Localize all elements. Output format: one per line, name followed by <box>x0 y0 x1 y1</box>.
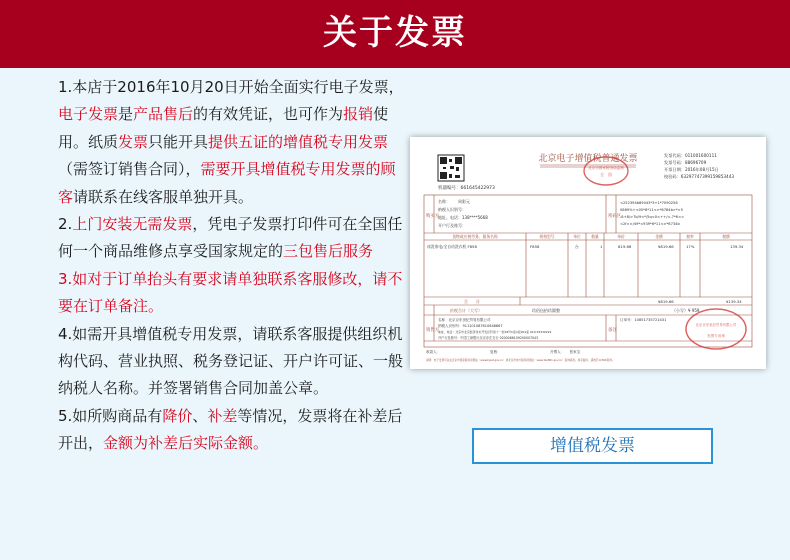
sum-tax: ¥139.34 <box>726 299 742 304</box>
col-header-item: 货物或应税劳务、服务名称 <box>452 234 498 239</box>
cipher-line: 0869%+<05*6*11<>*6784b>*>5 <box>620 208 683 212</box>
invoice-machine-no: 机器编号：661645422973 <box>438 186 495 191</box>
invoice-title: 北京电子增值税普通发票 <box>538 154 638 164</box>
total-small: （小写）¥ 959 <box>672 308 700 313</box>
vat-invoice-button-label: 增值税发票 <box>550 436 635 456</box>
item-amount: ¥819.66 <box>658 244 674 249</box>
seal-sub: 发票专用章 <box>707 334 725 338</box>
item-qty: 1 <box>600 244 603 249</box>
col-header-tax: 税额 <box>722 234 730 239</box>
col-header-price: 单价 <box>617 234 625 239</box>
item-unit: 台 <box>575 244 579 249</box>
cipher-line: -6+8/>7b/9<*/5q<0<++/<-7*6<< <box>620 215 684 219</box>
invoice-sample-image <box>410 137 766 369</box>
note-item-3 <box>58 266 410 321</box>
note-item-2 <box>58 211 410 266</box>
note-text: 1.本店于2016年10月20日开始全面实行电子发票， <box>58 78 404 96</box>
payee-label: 收款人： <box>426 350 441 354</box>
note-order-code: 订单号：10851735721431 <box>620 318 667 322</box>
col-header-unit: 单位 <box>573 234 581 239</box>
issuer-name: 张家宝 <box>566 350 581 354</box>
note-highlight: 补差 <box>207 406 238 425</box>
sum-amount: ¥819.66 <box>658 299 674 304</box>
note-highlight: 报销 <box>343 105 374 124</box>
note-text: 是 <box>118 105 134 124</box>
buyer-name: 名称： 周彩元 <box>438 199 470 204</box>
seller-bank: 开户行及账号：中国工商银行北京亦庄支行 0200066109200007043 <box>438 336 539 340</box>
section-header <box>0 0 790 68</box>
note-text: 使用。纸质 <box>58 105 389 151</box>
col-header-spec: 规格型号 <box>539 234 555 239</box>
note-highlight: 产品售后 <box>133 105 194 124</box>
note-highlight: 电子发票 <box>58 105 119 124</box>
section-title: 关于发票 <box>323 13 467 53</box>
note-highlight: 提供五证的增值税专用发票 <box>208 132 389 151</box>
note-item-4 <box>58 321 410 403</box>
seller-tax: 纳税人识别号：911101087610648667 <box>438 324 503 328</box>
invoice-notes <box>58 74 410 458</box>
buyer-bank: 开户行及账号： <box>438 223 466 228</box>
item-name: 冰洗家电/全自动洗衣机 F858 <box>427 244 477 249</box>
invoice-date: 开票日期：2016年08月15日 <box>664 167 719 172</box>
col-header-amount: 金额 <box>655 234 663 239</box>
qr-code-icon <box>438 155 464 181</box>
note-label: 备注 <box>608 328 617 333</box>
seller-address: 地址、电话：北京市北京经济技术开发区科创十一街18号C座2层201室 010-53330229 <box>438 330 552 334</box>
cipher-line: <252394b89043*3+1*7090256 <box>620 201 678 205</box>
note-highlight: 需要开具增值税专用发票的顾客 <box>58 160 396 206</box>
item-price: 819.66 <box>618 244 632 249</box>
sum-label: 合 计 <box>464 299 480 304</box>
seller-label: 销售方 <box>426 328 440 333</box>
seller-name: 名称：北京京东世纪贸易有限公司 <box>438 318 491 322</box>
note-text: 3.如对于订单抬头有要求请单独联系客服修改，请不要在订单备注。 <box>58 269 403 316</box>
cipher-label: 密码区 <box>608 214 622 219</box>
note-text: 5.如所购商品有 <box>58 406 163 425</box>
note-highlight: 金额为补差后实际金额。 <box>103 434 269 453</box>
col-header-rate: 税率 <box>686 234 694 239</box>
note-highlight: 上门安装无需发票 <box>72 215 193 234</box>
note-text: 的有效凭证，也可作为 <box>193 105 344 124</box>
buyer-address: 地址、电话：138****5668 <box>438 215 488 220</box>
seal-text: 北京京东世纪贸易有限公司 <box>695 323 737 327</box>
note-text: 、 <box>192 406 208 425</box>
note-text: （需签订销售合同）， <box>58 160 201 179</box>
item-spec: F858 <box>530 244 540 249</box>
note-text: 4.如需开具增值税专用发票，请联系客服提供组织机构代码、营业执照、税务登记证、开户许可证、一般纳税人名称。并签署销售合同加盖公章。 <box>58 324 404 398</box>
note-item-5 <box>58 403 410 458</box>
note-item-1 <box>58 74 410 211</box>
invoice-check-code: 校验码：63297747399159853443 <box>664 174 735 179</box>
invoice-number: 发票号码：88696709 <box>664 160 707 165</box>
vat-invoice-button[interactable] <box>472 428 713 464</box>
total-label: 价税合计（大写） <box>450 308 482 313</box>
buyer-tax: 纳税人识别号： <box>438 207 466 212</box>
note-highlight: 降价 <box>162 406 193 425</box>
item-rate: 17% <box>686 244 695 249</box>
issuer-label: 开票人： <box>550 350 565 354</box>
invoice-footer-note: 说明：电子发票可以在北京市国家税务局网站（www.bjsat.gov.cn）或北京市地方税务局网站（www.tax861.gov.cn）查询真伪。如有疑问，请拨打12366咨询。 <box>426 359 615 362</box>
note-text: 只能开具 <box>148 132 209 151</box>
note-highlight: 三包售后服务 <box>283 242 374 261</box>
note-text: ，凭电子发票打印件可在全国任何一个商品维修点享受国家规定的 <box>58 215 403 261</box>
note-text: 等情况，发票将在补差后开出， <box>58 406 403 453</box>
note-text: 2. <box>58 215 73 234</box>
note-highlight: 发票 <box>118 132 149 151</box>
invoice-code: 发票代码：011001600111 <box>664 153 717 158</box>
stamp-text: 北京市国家税务局监制 <box>588 166 624 170</box>
cipher-line: <2f>>/49*<939*6*11<>*6734b <box>620 222 680 226</box>
total-words: 玖佰伍拾玖圆整 <box>532 308 560 313</box>
col-header-qty: 数量 <box>591 234 599 239</box>
note-text: 请联系在线客服单独开具。 <box>73 187 254 206</box>
buyer-label: 购买方 <box>426 214 440 219</box>
stamp-sub: 全 国 <box>600 172 612 177</box>
reviewer-label: 复核： <box>490 350 501 354</box>
item-tax: 139.34 <box>730 244 744 249</box>
